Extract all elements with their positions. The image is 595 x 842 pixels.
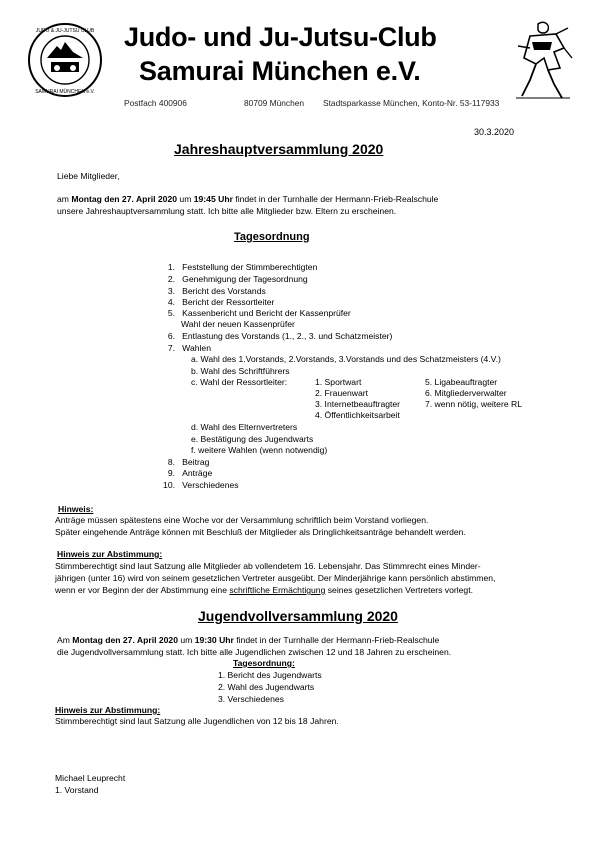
hinweis-abstimmung-line3: wenn er vor Beginn der der Abstimmung eine schriftliche Ermächtigung seines gesetzlichen Vertreters vorlegt.: [55, 585, 473, 595]
ressort-5: 5. Ligabeauftragter: [425, 377, 498, 387]
judoka-throw-logo: [508, 18, 578, 102]
jugend-hinweis-text: Stimmberechtigt sind laut Satzung alle Jugendlichen von 12 bis 18 Jahren.: [55, 716, 339, 726]
svg-text:SAMURAI MÜNCHEN e.V.: SAMURAI MÜNCHEN e.V.: [35, 89, 95, 95]
list-item: 8. Beitrag: [167, 457, 210, 467]
list-item: 1. Feststellung der Stimmberechtigten: [167, 262, 318, 272]
wahl-b: b. Wahl des Schriftführers: [191, 366, 290, 376]
wahl-c: c. Wahl der Ressortleiter:: [191, 377, 288, 387]
wahl-a: a. Wahl des 1.Vorstands, 2.Vorstands, 3.Vorstands und des Schatzmeisters (4.V.): [191, 354, 501, 364]
address-bank: Stadtsparkasse München, Konto-Nr. 53-117933: [323, 98, 500, 108]
page-title: Jahreshauptversammlung 2020: [174, 141, 384, 157]
list-item: 3. Verschiedenes: [218, 694, 284, 704]
hinweis-line2: Später eingehende Anträge können mit Beschluß der Mitglieder als Dringlichkeitsanträge behandelt werden.: [55, 527, 466, 537]
wahl-d: d. Wahl des Elternvertreters: [191, 422, 298, 432]
jugend-intro-line1: Am Montag den 27. April 2020 um 19:30 Uhr findet in der Turnhalle der Hermann-Frieb-Realschule: [57, 635, 440, 645]
wahl-f: f. weitere Wahlen (wenn notwendig): [191, 445, 328, 455]
address-postfach: Postfach 400906: [124, 98, 187, 108]
hinweis-abstimmung-title: Hinweis zur Abstimmung:: [57, 549, 163, 559]
jugend-intro-line2: die Jugendvollversammlung statt. Ich bitte alle Jugendlichen zwischen 12 und 18 Jahren zu erscheinen.: [57, 647, 452, 657]
list-item: 9. Anträge: [167, 468, 213, 478]
club-name-line2: Samurai München e.V.: [139, 56, 421, 86]
list-item: 3. Bericht des Vorstands: [167, 286, 266, 296]
list-item: 4. Bericht der Ressortleiter: [167, 297, 275, 307]
list-item: 6. Entlastung des Vorstands (1., 2., 3. und Schatzmeister): [167, 331, 393, 341]
intro-line2: unsere Jahreshauptversammlung statt. Ich bitte alle Mitglieder bzw. Eltern zu erscheinen.: [57, 206, 397, 216]
intro-line1: am Montag den 27. April 2020 um 19:45 Uhr findet in der Turnhalle der Hermann-Frieb-Realschule: [57, 194, 439, 204]
ressort-7: 7. wenn nötig, weitere RL: [425, 399, 522, 409]
ressort-6: 6. Mitgliederverwalter: [425, 388, 507, 398]
list-item: 2. Wahl des Jugendwarts: [218, 682, 315, 692]
svg-text:JUDO & JU-JUTSU CLUB: JUDO & JU-JUTSU CLUB: [35, 28, 95, 34]
list-item: 10. Verschiedenes: [163, 480, 239, 490]
list-item: Wahl der neuen Kassenprüfer: [181, 319, 295, 329]
ressort-2: 2. Frauenwart: [315, 388, 369, 398]
hinweis-abstimmung-line2: jährigen (unter 16) wird von seinem gesetzlichen Vertreter ausgeübt. Der Minderjährige kann persönlich abstimmen,: [55, 573, 496, 583]
list-item: 1. Bericht des Jugendwarts: [218, 670, 322, 680]
letter-date: 30.3.2020: [474, 127, 515, 137]
ressort-1: 1. Sportwart: [315, 377, 362, 387]
agenda-title: Tagesordnung: [234, 231, 310, 243]
samurai-seal-logo: [27, 22, 103, 98]
hinweis-abstimmung-line1: Stimmberechtigt sind laut Satzung alle Mitglieder ab vollendetem 16. Lebensjahr. Das Stimmrecht eines Minder-: [55, 561, 481, 571]
list-item: 5. Kassenbericht und Bericht der Kassenprüfer: [167, 308, 351, 318]
ressort-3: 3. Internetbeauftragter: [315, 399, 401, 409]
address-city: 80709 München: [244, 98, 305, 108]
greeting: Liebe Mitglieder,: [57, 171, 120, 181]
signature-role: 1. Vorstand: [55, 785, 99, 795]
hinweis-line1: Anträge müssen spätestens eine Woche vor der Versammlung schriftlich beim Vorstand vorliegen.: [55, 515, 429, 525]
list-item: 7. Wahlen: [167, 343, 211, 353]
club-name-line1: Judo- und Ju-Jutsu-Club: [124, 22, 437, 52]
hinweis-title: Hinweis:: [58, 504, 94, 514]
list-item: 2. Genehmigung der Tagesordnung: [167, 274, 308, 284]
ressort-4: 4. Öffentlichkeitsarbeit: [315, 410, 400, 420]
jugend-agenda-title: Tagesordnung:: [233, 658, 295, 668]
jugend-title: Jugendvollversammlung 2020: [198, 608, 398, 624]
jugend-hinweis-title: Hinweis zur Abstimmung:: [55, 705, 161, 715]
wahl-e: e. Bestätigung des Jugendwarts: [191, 434, 314, 444]
signature-name: Michael Leuprecht: [55, 773, 126, 783]
